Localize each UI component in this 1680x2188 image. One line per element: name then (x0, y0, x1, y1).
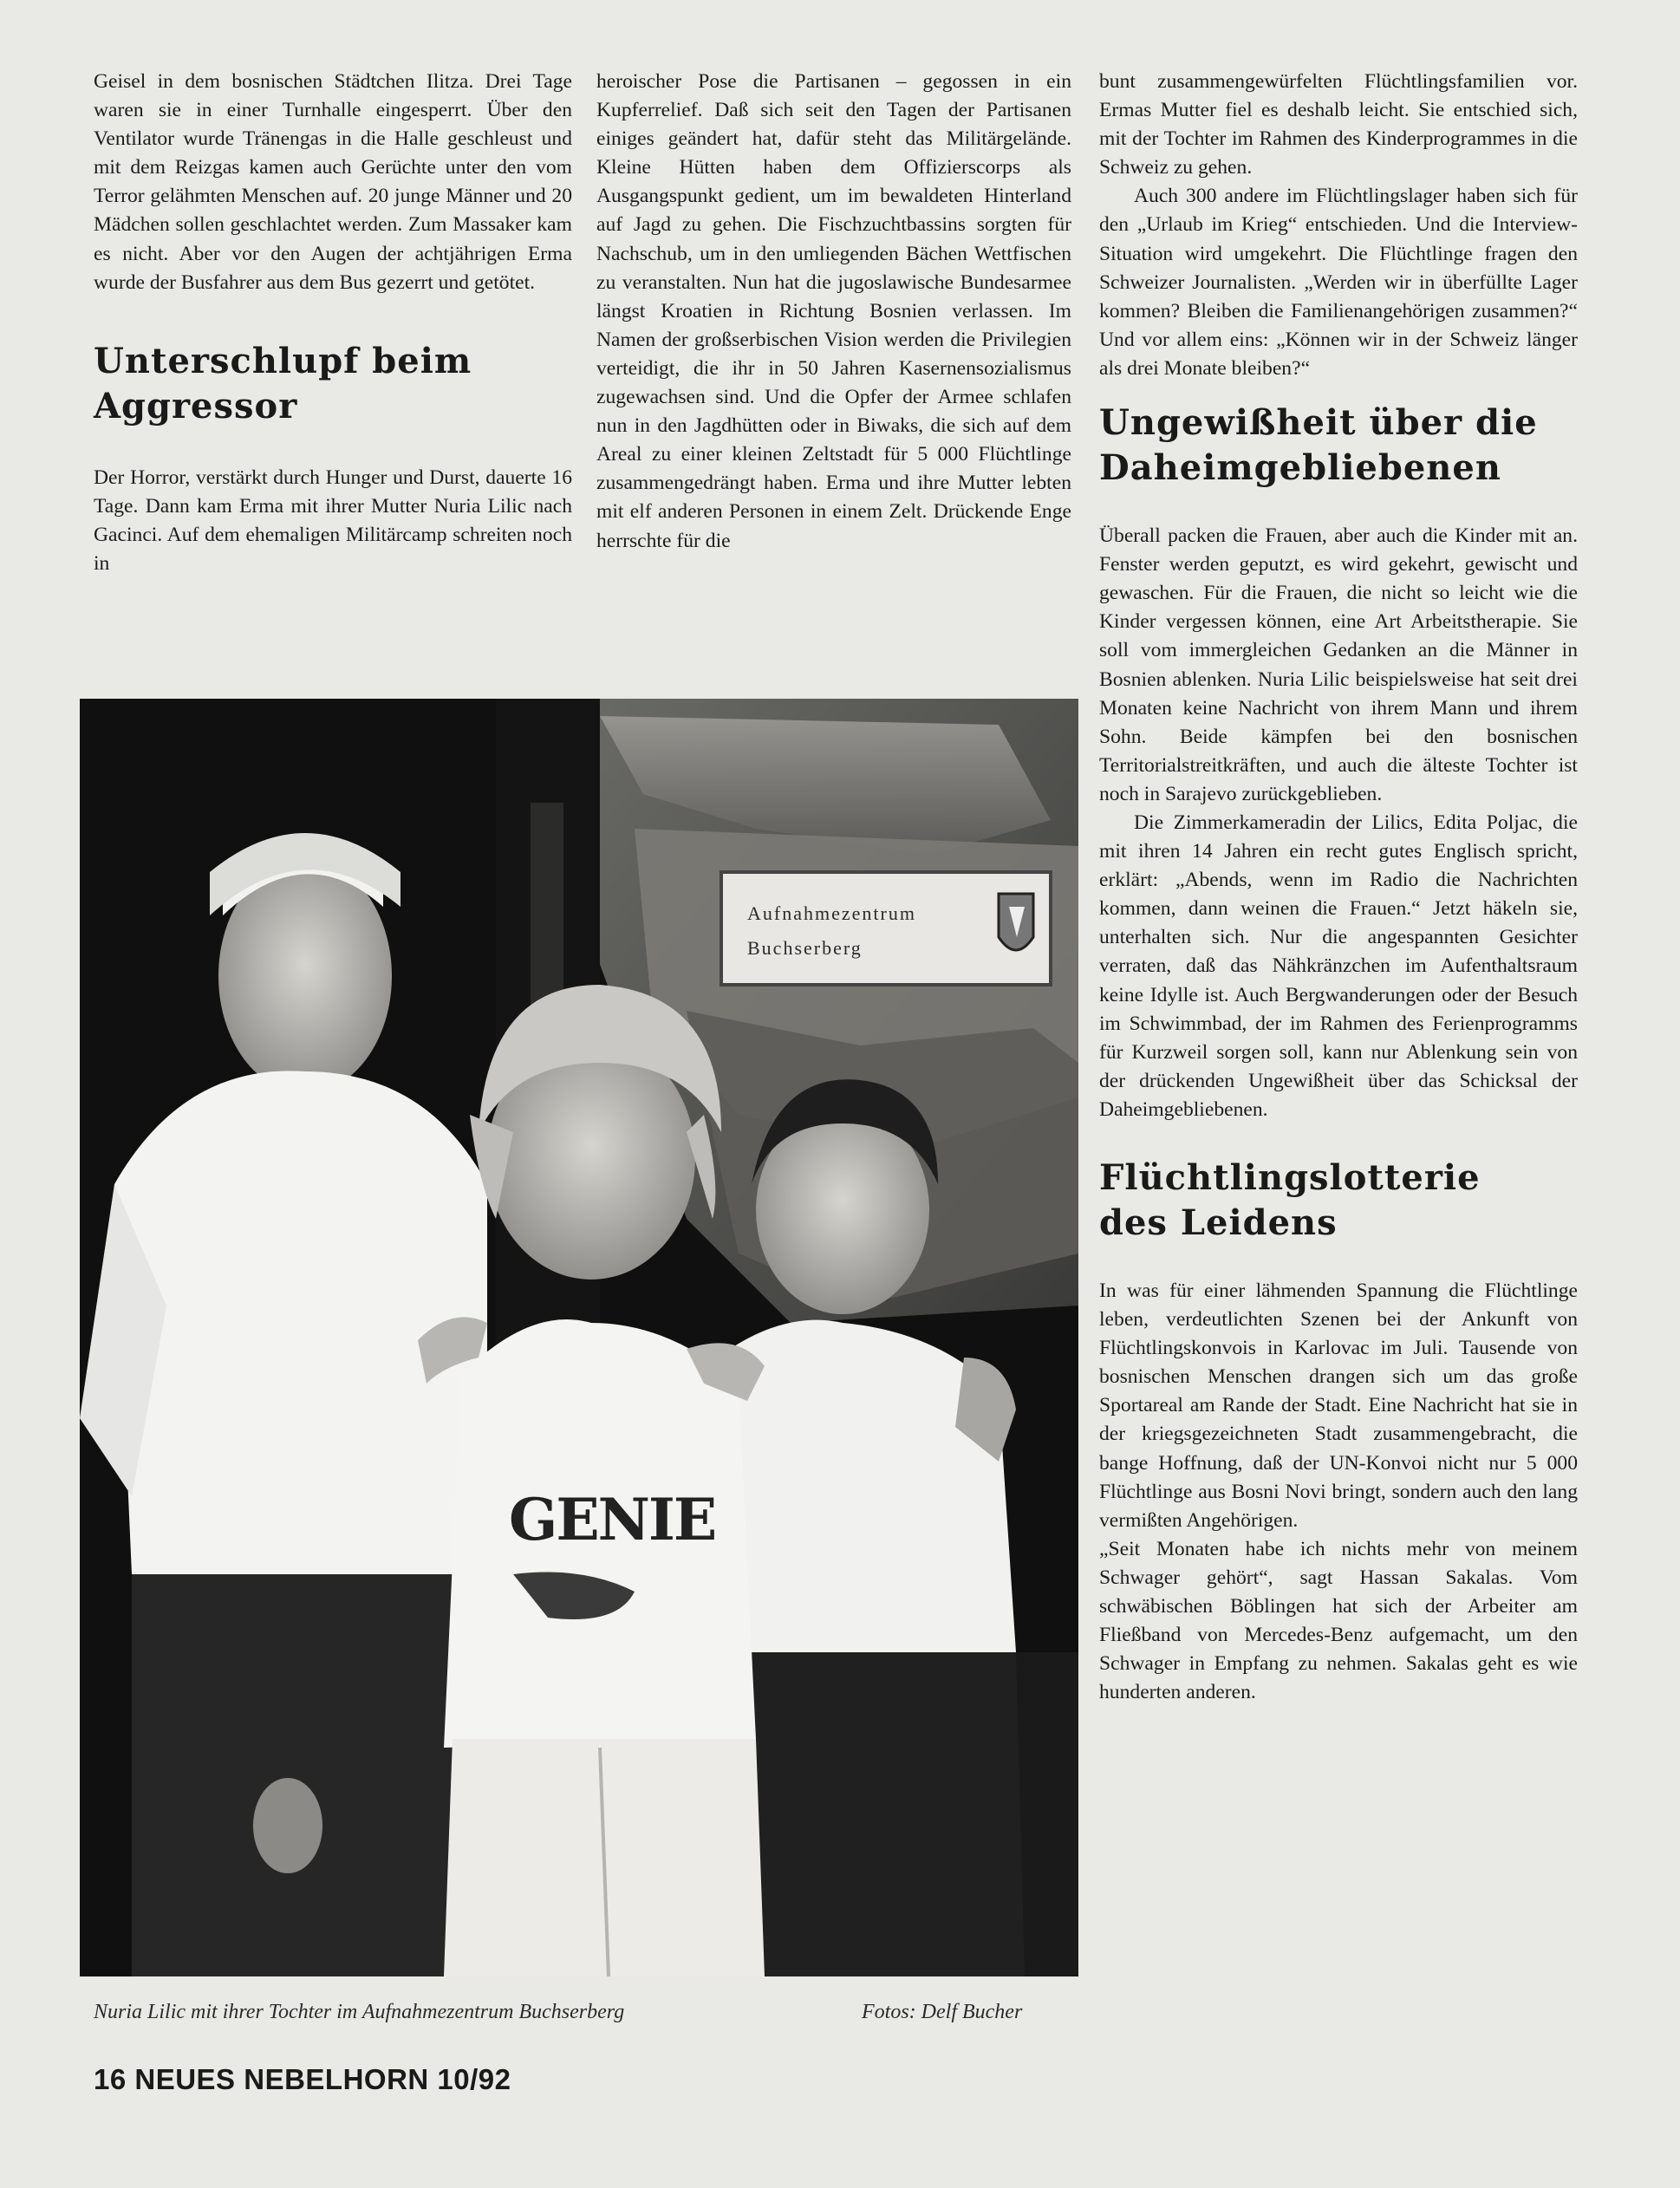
heading-fluechtlingslotterie-line2: des Leidens (1099, 1202, 1338, 1243)
heading-ungewissheit-line1: Ungewißheit über die (1099, 402, 1538, 444)
column-2 (596, 68, 1071, 556)
col3-paragraph-1: bunt zusammengewürfelten Flüchtlingsfamilien vor. Ermas Mutter fiel es deshalb leicht. Sie entschied sich, mit der Tochter im Rahmen des Kinderprogrammes in die Schweiz zu gehen. (1099, 70, 1578, 179)
heading-fluechtlingslotterie-line1: Flüchtlingslotterie (1099, 1157, 1481, 1198)
photo-caption: Nuria Lilic mit ihrer Tochter im Aufnahmezentrum Buchserberg (94, 2001, 625, 2023)
heading-ungewissheit-line2: Daheimgebliebenen (1099, 447, 1501, 489)
col2-paragraph-1: heroischer Pose die Partisanen – gegossen in ein Kupferrelief. Daß sich seit den Tagen der Partisanen einiges geändert hat, dafür steht das Militärgelände. Kleine Hütten haben dem Offizierscorps als Ausgangspunkt gedient, um im bewaldeten Hinterland auf Jagd zu gehen. Die Fischzuchtbassins sorgten für Nachschub, um in den umliegenden Bächen Wettfischen zu veranstalten. Nun hat die jugoslawische Bundesarmee längst Kroatien in Richtung Bosnien verlassen. Im Namen der großserbischen Vision werden die Privilegien verteidigt, die ihr in 50 Jahren Kasernensozialismus zugewachsen sind. Und die Opfer der Armee schlafen nun in den Jagdhütten oder in Biwaks, die sich auf dem Areal zu einer kleinen Zeltstadt für 5 000 Flüchtlinge zusammengedrängt haben. Erma und ihre Mutter lebten mit elf anderen Personen in einem Zelt. Drückende Enge herrschte für die (596, 70, 1071, 552)
col3-paragraph-3: Überall packen die Frauen, aber auch die Kinder mit an. Fenster werden geputzt, es wird gekehrt, gewischt und gewaschen. Für die Frauen, die nicht so leicht wie die Kinder vergessen können, eine Art Arbeitstherapie. Sie soll vom immergleichen Gedanken an die Männer in Bosnien ablenken. Nuria Lilic beispielsweise hat seit drei Monaten keine Nachricht von ihrem Mann und ihrem Sohn. Beide kämpfen bei den bosnischen Territorialstreitkräften, und auch die älteste Tochter ist noch in Sarajevo zurückgeblieben. (1099, 524, 1578, 805)
column-3 (1099, 68, 1578, 1707)
heading-unterschlupf-line1: Unterschlupf beim (94, 340, 472, 381)
heading-ungewissheit (1099, 400, 1578, 491)
heading-fluechtlingslotterie (1099, 1156, 1578, 1246)
sign-text-line1: Aufnahmezentrum (747, 902, 916, 924)
column-1 (94, 68, 572, 578)
heading-unterschlupf-line2: Aggressor (94, 385, 298, 427)
page-footer: 16 NEUES NEBELHORN 10/92 (94, 2063, 511, 2095)
photo-three-women (80, 699, 1078, 1976)
shirt-print-genie: GENIE (509, 1486, 716, 1553)
col3-paragraph-5: In was für einer lähmenden Spannung die Flüchtlinge leben, verdeutlichten Szenen bei der Ankunft von Flüchtlingskonvois in Karlovac im Juli. Tausende von bosnischen Menschen drangen sich um das große Sportareal am Rande der Stadt. Eine Nachricht hat sie in der kriegsgezeichneten Stadt zusammengebracht, die bange Hoffnung, daß der UN-Konvoi nicht nur 5 000 Flüchtlinge aus Bosni Novi bringt, sondern auch den lang vermißten Angehörigen. (1099, 1280, 1578, 1532)
col1-paragraph-1: Geisel in dem bosnischen Städtchen Ilitza. Drei Tage waren sie in einer Turnhalle eingesperrt. Über den Ventilator wurde Tränengas in die Halle geschleust und mit dem Reizgas kamen auch Gerüchte unter den vom Terror gelähmten Menschen auf. 20 junge Männer und 20 Mädchen sollen geschlachtet werden. Zum Massaker kam es nicht. Aber vor den Augen der achtjährigen Erma wurde der Busfahrer aus dem Bus gezerrt und getötet. (94, 70, 572, 294)
col3-paragraph-2: Auch 300 andere im Flüchtlingslager haben sich für den „Urlaub im Krieg“ entschieden. Und die Interview-Situation wird umgekehrt. Die Flüchtlinge fragen den Schweizer Journalisten. „Werden wir in überfüllte Lager kommen? Bleiben die Familienangehörigen zusammen?“ Und vor allem eins: „Können wir in der Schweiz länger als drei Monate bleiben?“ (1099, 185, 1578, 380)
photo-credit: Fotos: Delf Bucher (862, 2001, 1023, 2023)
heading-unterschlupf (94, 339, 572, 429)
col1-paragraph-2: Der Horror, verstärkt durch Hunger und Durst, dauerte 16 Tage. Dann kam Erma mit ihrer Mutter Nuria Lilic nach Gacinci. Auf dem ehemaligen Militärcamp schreiten noch in (94, 466, 572, 576)
col3-paragraph-6: „Seit Monaten habe ich nichts mehr von meinem Schwager gehört“, sagt Hassan Sakalas. Vom schwäbischen Böblingen hat sich der Arbeiter am Fließband von Mercedes-Benz aufgemacht, um den Schwager in Empfang zu nehmen. Sakalas geht es wie hunderten anderen. (1099, 1537, 1578, 1704)
sign-text-line2: Buchserberg (747, 937, 863, 959)
col3-paragraph-4: Die Zimmerkameradin der Lilics, Edita Poljac, die mit ihren 14 Jahren ein recht gutes Englisch spricht, erklärt: „Abends, wenn im Radio die Nachrichten kommen, dann weinen die Frauen.“ Jetzt häkeln sie, unterhalten sich. Nur die angespannten Gesichter verraten, daß das Nähkränzchen im Aufenthaltsraum keine Idylle ist. Auch Bergwanderungen oder der Besuch im Schwimmbad, der im Rahmen des Ferienprogramms für Kurzweil sorgen soll, kann nur Ablenkung sein von der drückenden Ungewißheit über das Schicksal der Daheimgebliebenen. (1099, 811, 1578, 1121)
